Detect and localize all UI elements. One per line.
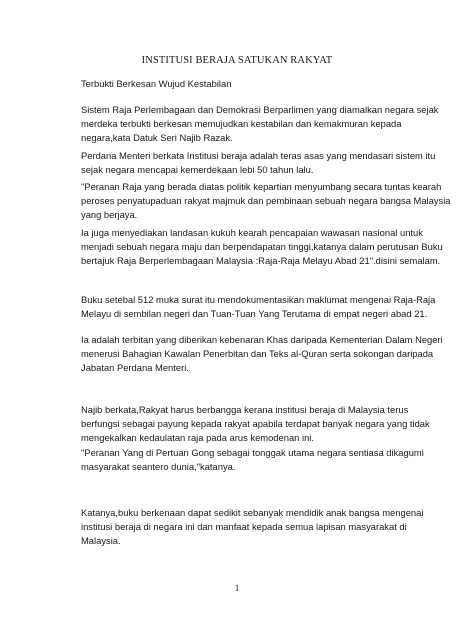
paragraph-line: peroses penyatupaduan rakyat majmuk dan pembinaan sebuah negara bangsa Malaysia [81,195,451,206]
paragraph-line: yang berjaya. [81,209,138,220]
paragraph-5 [81,293,436,321]
paragraph-line: Perdana Menteri berkata Institusi beraja adalah teras asas yang mendasari sistem itu [81,150,436,161]
paragraph-line: masyarakat seantero dunia,"katanya. [81,461,236,472]
page-number: 1 [234,583,240,593]
paragraph-3 [81,180,451,222]
paragraph-line: negara,kata Datuk Seri Najib Razak. [81,132,233,143]
subheading [81,77,411,91]
paragraph-line: berfungsi sebagai payung kepada rakyat apabila terdapat banyak negara yang tidak [81,418,430,429]
paragraph-line: Ia juga menyediakan landasan kukuh kearah pencapaian wawasan nasional untuk [81,227,423,238]
subheading-text: Terbukti Berkesan Wujud Kestabilan [81,78,232,89]
paragraph-line: merdeka terbukti berkesan memujudkan kestabilan dan kemakmuran kepada [81,118,402,129]
paragraph-line: "Peranan Yang di Pertuan Gong sebagai tonggak utama negara sentiasa dikagumi [81,447,424,458]
paragraph-4 [81,226,443,268]
paragraph-line: sejak negara mencapai kemerdekaan lebi 50 tahun lalu. [81,164,314,175]
paragraph-line: institusi beraja di negara ini dan manfaat kepada semua lapisan masyarakat di [81,521,407,532]
paragraph-line: "Peranan Raja yang berada diatas politik kepartian menyumbang secara tuntas kearah [81,181,442,192]
paragraph-6 [81,333,443,375]
paragraph-line: bertajuk Raja Berperlembagaan Malaysia :Raja-Raja Melayu Abad 21".disini semalam. [81,255,441,266]
paragraph-8 [81,446,424,474]
paragraph-9 [81,506,424,548]
paragraph-2 [81,149,436,177]
paragraph-line: Sistem Raja Perlembagaan dan Demokrasi Berparlimen yang diamalkan negara sejak [81,104,439,115]
paragraph-1 [81,103,439,145]
document-title: INSTITUSI BERAJA SATUKAN RAKYAT [141,55,333,66]
paragraph-line: menjadi sebuah negara maju dan berpendapatan tinggi,katanya dalam perutusan Buku [81,241,443,252]
paragraph-line: Melayu di sembilan negeri dan Tuan-Tuan Yang Terutama di empat negeri abad 21. [81,308,428,319]
paragraph-line: Jabatan Perdana Menteri. [81,362,189,373]
paragraph-line: Najib berkata,Rakyat harus berbangga kerana institusi beraja di Malaysia terus [81,404,409,415]
paragraph-line: Katanya,buku berkenaan dapat sedikit sebanyak mendidik anak bangsa mengenai [81,507,424,518]
paragraph-line: Buku setebal 512 muka surat itu mendokumentasikan maklumat mengenai Raja-Raja [81,294,436,305]
paragraph-line: Ia adalah terbitan yang diberikan kebenaran Khas daripada Kementerian Dalam Negeri [81,334,443,345]
paragraph-7 [81,403,430,445]
paragraph-line: mengekalkan kedaulatan raja pada arus kemodenan ini. [81,432,314,443]
paragraph-line: Malaysia. [81,535,121,546]
paragraph-line: menerusi Bahagian Kawalan Penerbitan dan Teks al-Quran serta sokongan daripada [81,348,434,359]
